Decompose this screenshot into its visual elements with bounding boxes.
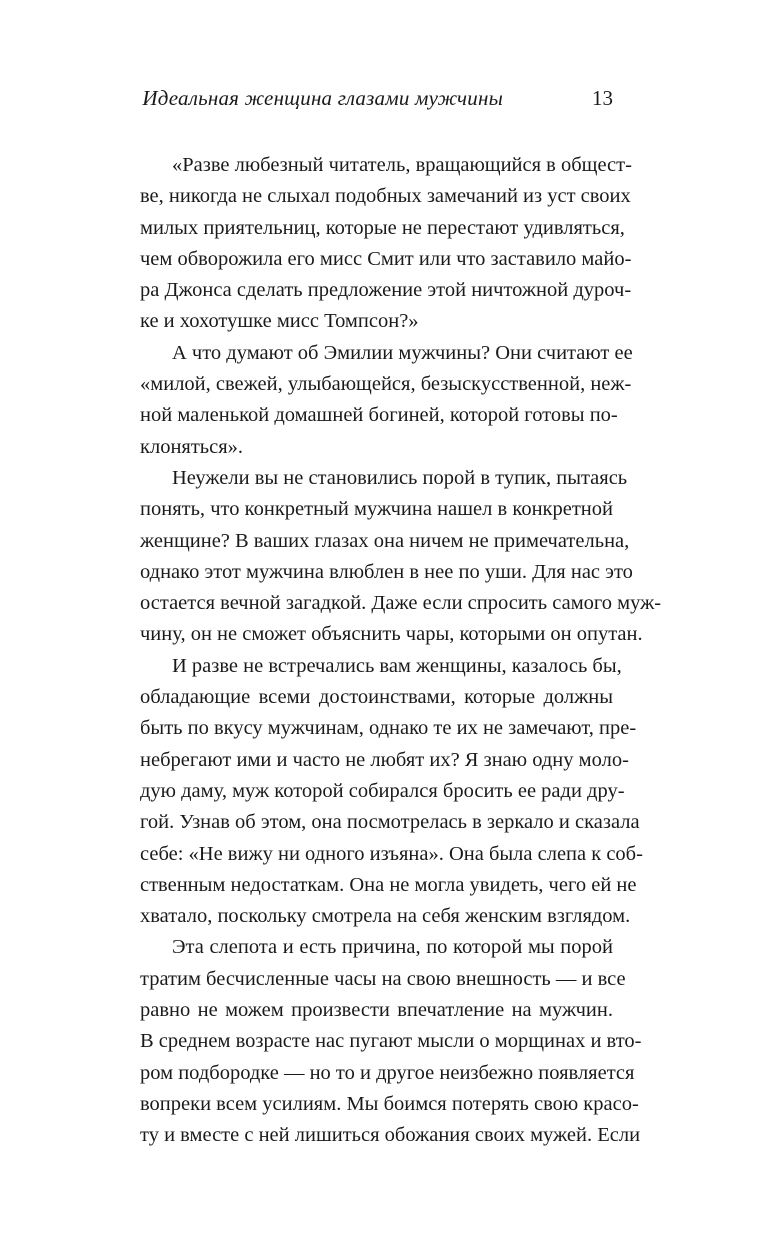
- text-line: «милой, свежей, улыбающейся, безыскусственной, неж-: [140, 373, 632, 396]
- text-line: ром подбородке — но то и другое неизбежно появляется: [140, 1061, 635, 1084]
- text-line: В среднем возрасте нас пугают мысли о морщинах и вто-: [140, 1030, 642, 1053]
- paragraph: [140, 338, 633, 463]
- page-number: 13: [592, 86, 613, 110]
- text-line: Эта слепота и есть причина, по которой мы порой: [172, 936, 613, 959]
- text-line: быть по вкусу мужчинам, однако те их не замечают, пре-: [140, 717, 637, 740]
- text-line: гой. Узнав об этом, она посмотрелась в зеркало и сказала: [140, 811, 640, 834]
- text-line: «Разве любезный читатель, вращающийся в общест-: [172, 154, 632, 176]
- paragraph: [140, 463, 662, 651]
- text-line: ной маленькой домашней богиней, которой готовы по-: [140, 404, 618, 427]
- text-line: понять, что конкретный мужчина нашел в конкретной: [140, 498, 613, 521]
- running-head: [140, 84, 613, 114]
- text-line: однако этот мужчина влюблен в нее по уши. Для нас это: [140, 560, 633, 583]
- text-line: равно не можем произвести впечатление на мужчин.: [140, 999, 613, 1022]
- text-line: хватало, поскольку смотрела на себя женским взглядом.: [140, 905, 631, 928]
- text-line: чину, он не сможет объяснить чары, которыми он опутан.: [140, 623, 643, 646]
- text-line: И разве не встречались вам женщины, казалось бы,: [172, 654, 622, 677]
- text-line: Неужели вы не становились порой в тупик, пытаясь: [172, 466, 628, 489]
- body-text: [140, 150, 662, 1152]
- text-line: вопреки всем усилиям. Мы боимся потерять свою красо-: [140, 1092, 639, 1115]
- text-line: женщине? В ваших глазах она ничем не примечательна,: [140, 529, 630, 552]
- paragraph: [140, 150, 632, 338]
- text-line: ту и вместе с ней лишиться обожания своих мужей. Если: [140, 1124, 641, 1147]
- text-line: дую даму, муж которой собирался бросить ее ради дру-: [140, 779, 625, 802]
- text-line: ственным недостаткам. Она не могла увидеть, чего ей не: [140, 873, 637, 896]
- text-line: небрегают ими и часто не любят их? Я знаю одну моло-: [140, 748, 629, 771]
- text-line: остается вечной загадкой. Даже если спросить самого муж-: [140, 592, 662, 615]
- paragraph: [140, 932, 642, 1151]
- text-line: тратим бесчисленные часы на свою внешность — и все: [140, 967, 626, 990]
- paragraph: [140, 651, 643, 933]
- text-line: клоняться».: [140, 435, 244, 458]
- text-line: милых приятельниц, которые не перестают удивляться,: [140, 216, 625, 239]
- text-line: чем обворожила его мисс Смит или что заставило майо-: [140, 247, 632, 270]
- running-title: Идеальная женщина глазами мужчины: [142, 86, 503, 110]
- text-line: обладающие всеми достоинствами, которые должны: [140, 686, 613, 709]
- text-line: ве, никогда не слыхал подобных замечаний из уст своих: [140, 185, 631, 208]
- text-line: ке и хохотушке мисс Томпсон?»: [140, 310, 419, 333]
- text-line: себе: «Не вижу ни одного изъяна». Она была слепа к соб-: [140, 842, 643, 865]
- text-line: А что думают об Эмилии мужчины? Они считают ее: [172, 341, 633, 364]
- text-line: ра Джонса сделать предложение этой ничтожной дуроч-: [140, 279, 632, 302]
